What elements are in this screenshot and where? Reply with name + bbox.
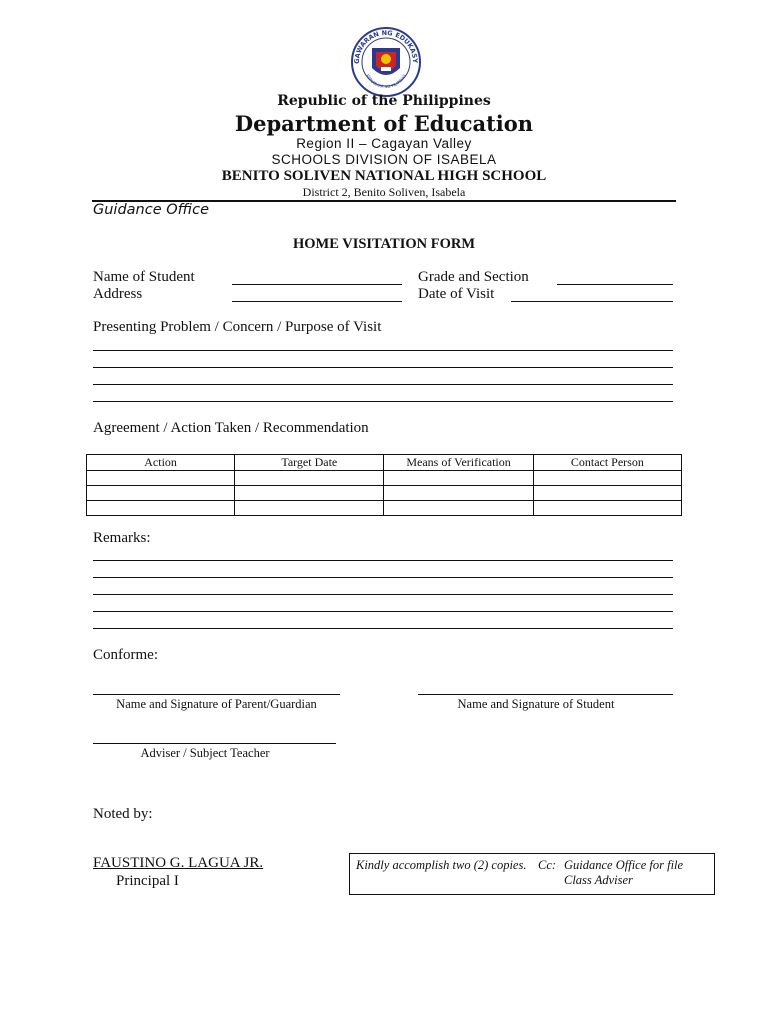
table-header-row xyxy=(87,455,682,471)
table-cell[interactable] xyxy=(235,486,384,501)
noted-label: Noted by: xyxy=(93,806,153,822)
table-cell[interactable] xyxy=(87,486,235,501)
problem-line[interactable] xyxy=(93,401,673,402)
republic-line: Republic of the Philippines xyxy=(277,93,491,109)
department-line: Department of Education xyxy=(234,111,534,136)
office-label: Guidance Office xyxy=(93,202,210,218)
division-line: SCHOOLS DIVISION OF ISABELA xyxy=(271,152,497,167)
parent-signature-line[interactable] xyxy=(93,694,340,695)
cc-guidance-office: Guidance Office for file xyxy=(564,858,684,872)
copies-note: Kindly accomplish two (2) copies. xyxy=(356,858,527,872)
agreement-label: Agreement / Action Taken / Recommendation xyxy=(93,420,369,436)
remarks-line[interactable] xyxy=(93,594,673,595)
date-label: Date of Visit xyxy=(418,286,495,302)
problem-line[interactable] xyxy=(93,384,673,385)
region-line: Region II – Cagayan Valley xyxy=(296,136,472,151)
table-cell[interactable] xyxy=(235,501,384,516)
name-label: Name of Student xyxy=(93,269,195,285)
remarks-line[interactable] xyxy=(93,560,673,561)
student-signature-caption: Name and Signature of Student xyxy=(457,697,615,711)
address-field[interactable] xyxy=(232,301,402,302)
principal-title: Principal I xyxy=(116,873,179,889)
remarks-line[interactable] xyxy=(93,628,673,629)
grade-label: Grade and Section xyxy=(418,269,529,285)
seal-subtext: REPUBLIKA NG PILIPINAS xyxy=(365,73,407,90)
problem-line[interactable] xyxy=(93,367,673,368)
deped-seal xyxy=(350,26,422,98)
adviser-signature-caption: Adviser / Subject Teacher xyxy=(140,746,270,760)
table-row xyxy=(87,501,682,516)
action-table xyxy=(86,454,682,516)
student-signature-line[interactable] xyxy=(418,694,673,695)
header-means-of-verification: Means of Verification xyxy=(384,455,533,471)
adviser-signature-line[interactable] xyxy=(93,743,336,744)
school-name: BENITO SOLIVEN NATIONAL HIGH SCHOOL xyxy=(221,168,547,184)
table-cell[interactable] xyxy=(384,501,533,516)
table-cell[interactable] xyxy=(384,486,533,501)
header-target-date: Target Date xyxy=(235,455,384,471)
cc-class-adviser: Class Adviser xyxy=(564,873,633,887)
copies-note-box xyxy=(349,853,715,895)
table-row xyxy=(87,486,682,501)
form-title: HOME VISITATION FORM xyxy=(292,236,476,252)
problem-label: Presenting Problem / Concern / Purpose of Visit xyxy=(93,319,382,335)
principal-name: FAUSTINO G. LAGUA JR. xyxy=(93,855,264,871)
table-cell[interactable] xyxy=(384,471,533,486)
table-cell[interactable] xyxy=(533,471,681,486)
address-label: Address xyxy=(93,286,143,302)
table-row xyxy=(87,471,682,486)
date-field[interactable] xyxy=(511,301,673,302)
table-cell[interactable] xyxy=(235,471,384,486)
table-cell[interactable] xyxy=(87,501,235,516)
remarks-line[interactable] xyxy=(93,611,673,612)
parent-signature-caption: Name and Signature of Parent/Guardian xyxy=(116,697,317,711)
district-line: District 2, Benito Soliven, Isabela xyxy=(302,185,466,199)
table-cell[interactable] xyxy=(533,501,681,516)
remarks-label: Remarks: xyxy=(93,530,151,546)
header-action: Action xyxy=(87,455,235,471)
cc-label: Cc: xyxy=(538,858,557,872)
grade-field[interactable] xyxy=(557,284,673,285)
table-cell[interactable] xyxy=(533,486,681,501)
conforme-label: Conforme: xyxy=(93,647,158,663)
header-contact-person: Contact Person xyxy=(533,455,681,471)
problem-line[interactable] xyxy=(93,350,673,351)
seal-text: GAWARAN NG EDUKASY xyxy=(352,28,420,64)
remarks-line[interactable] xyxy=(93,577,673,578)
table-cell[interactable] xyxy=(87,471,235,486)
name-field[interactable] xyxy=(232,284,402,285)
